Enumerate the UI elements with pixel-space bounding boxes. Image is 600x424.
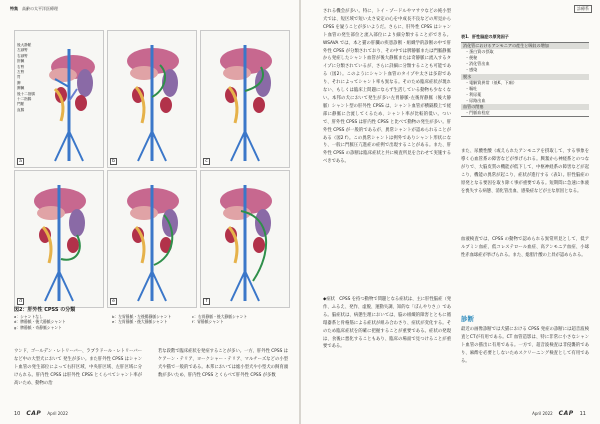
table-title: 表1．肝性脳症の原発因子 [461, 34, 509, 39]
left-page [0, 0, 299, 424]
anatomy-illustration [15, 171, 104, 308]
table-row: ・門脈血栓症 [465, 110, 490, 116]
organ-label: 左副腎 [17, 48, 28, 53]
caption-row [14, 325, 290, 330]
diagnosis-text: 最近の画像診断では犬猫における CPSS 発症の診断には超音波検査とCTが有用である。CT 血管造影は、特に非常に小さなシャント血管の描出に有用である。一方で、超音波検査は非侵襲的であり、麻酔を必要としないためスクリーニング検査として有用である。 [461, 327, 589, 364]
table-row: ・感染 [465, 67, 478, 73]
table-rule [461, 116, 589, 117]
brand-logo: CAP [26, 410, 42, 417]
table-row: ・消化管出血 [465, 61, 490, 67]
caption-item: c：右胃静脈・後大静脈シャント [192, 314, 248, 320]
page-number: 10 [14, 410, 21, 417]
organ-label: 脾 [17, 80, 21, 85]
panel-letter: a [17, 158, 24, 165]
caption-item: f：胃静脈シャント [192, 319, 224, 325]
cpss-figure [14, 30, 290, 308]
table-row: ・蛋白質の摂取 [465, 49, 494, 55]
organ-label: 後十二指腸 [17, 91, 35, 96]
table-row: ・尿路出血 [465, 97, 486, 103]
panel-letter: e [110, 298, 117, 305]
body-text-upper: される機会が多い。特に、トイ・プードルやマサウなどの純小型犬では、短区域で短い太さ安定の心を中成長不良などの所見から CPSS を疑うことが多いようだ。さらに、肝外性 CPSS はシャント血管の発生部位と流入部位により細分類することができる。WSAVA では、本と猫の肝臓の疾患診断・組織学的診断の中で肝外性 CPSS が分類されており、その中では脾静脈または門脈静脈から発症したシャント血管が後大静脈または奇静脈に流入するタイプに分類されているが、さらに詳細に分類することも可能である（図2）。このようにシャント血管のタイプや太さは多彩であり、それによってシャント率も異なる。そのため臨床症状が現れない、もしくは臨床上問題にならず生活している動物も少なくない。本邦の犬において発生が多い左胃静脈-左後胃静脈（後大静脈）シャント型の肝外性 CPSS は、シャント血管が横隔膜上で経部に静脈に合流してくるため、シャント率が比較的低い。ついで、肝外性 CPSS は肝内性 CPSS と比べて動物の発生が多い。肝外性 CPSS が一般的であるが、異常シャントが認められることがある（図2 f）。この異常シャントは例外でありシャント形状になり、一般に門脈圧亢進症の症例で出現することがある。また、肝外性 CPSS の診断は臨床症状と共に検査所見を合わせて実施するべきである。 [323, 9, 451, 165]
caption-item: a：シャントなし [14, 314, 43, 320]
page-number: 11 [579, 410, 586, 417]
table-row: ・電解質異常（低K、下痢） [465, 79, 517, 85]
right-page [301, 0, 600, 424]
table-row: ・嘔吐 [465, 85, 478, 91]
organ-label: 門脈 [17, 102, 25, 107]
organ-label: 胃 [17, 75, 21, 80]
panel-letter: f [203, 298, 210, 305]
body-text-col2: 若な段階で臨床症状を発症することが多い。一方、肝外性 CPSS はケアーン・テリア、ヨークシャー・テリア、マルチーズなどの小型犬や猫で一般的である。本邦においては総小型犬や小型犬の飼育頭数が多いため、肝内性 CPSS とくらべて肝外性 CPSS が多数 [158, 349, 288, 378]
panel-letter: c [203, 158, 210, 165]
figure-panel-a [14, 30, 104, 168]
figure-caption [14, 308, 290, 330]
running-head-title: 高齢の太平洋医療理 [22, 6, 58, 11]
figure-panel-d [14, 170, 104, 308]
folio [532, 410, 586, 417]
running-head [10, 6, 58, 12]
organ-label: 右腎 [17, 64, 25, 69]
corner-tag: 診療系 [574, 5, 592, 13]
issue-date: April 2022 [532, 411, 553, 416]
panel-letter: d [17, 298, 24, 305]
table-header: 脱水 [461, 74, 589, 80]
organ-label: 左腎 [17, 70, 25, 75]
body-text-col1: ウンド、ゴールデン・レトリーバー、ラブラドール・レトリーバー など中の大型犬において 発生が多い。また肝外性 CPSS はシャント血管の発生部位によって右肝区域、中央肝区域、左肝区域に分けられる。肝内性 CPSS は肝外性 CPSS とくらべてシャント率が高いため、動物の治 [14, 349, 142, 386]
brand-logo: CAP [558, 410, 574, 417]
caption-item: e：左胃静脈・後大静脈シャント [112, 319, 168, 325]
diagnosis-heading: 診断 [461, 315, 474, 323]
anatomy-illustration [201, 31, 290, 168]
figure-panel-e [107, 170, 197, 308]
caption-item: d：脾静脈・後大静脈シャント [14, 319, 66, 325]
table-1 [461, 34, 589, 117]
caption-title: 図2：肝外性 CPSS の分類 [14, 307, 76, 313]
organ-label: 後大静脈 [17, 43, 32, 47]
body-text-symptoms: ◆症状 CPSS を持つ動物で問題となる症状は、主に肝性脳症（発作、ふるえ、発作、虚脱、運動失調、知的な「ぼんやりさ」）である。脳症状は、病態生理においては、脳の組織的障害とともに循環器系と骨格筋による症状が組み合わさり、症状が変化する。そのため臨床症状を的確に把握することが重要である。症状の発現は、食後に悪化することもあり、臨床の場面で見つけることが重要である。 [323, 297, 451, 350]
issue-date: April 2022 [47, 411, 68, 416]
organ-label-list [17, 43, 35, 113]
organ-label: 十二指腸 [17, 97, 32, 102]
organ-label: 直腸 [17, 107, 25, 112]
running-head-section: 特集 [10, 6, 18, 11]
table-row: ・便秘 [465, 55, 478, 61]
anatomy-illustration [108, 31, 197, 168]
anatomy-illustration [108, 171, 197, 308]
figure-panel-f [200, 170, 290, 308]
panel-letter: b [110, 158, 117, 165]
table-header: 消化管におけるアンモニアの産生と吸収の増加 [461, 43, 589, 49]
figure-panel-c [200, 30, 290, 168]
caption-item: b：左胃静脈・左後腸静脈シャント [112, 314, 172, 320]
folio [14, 410, 68, 417]
body-text-right-col: また、尿酸性酸（或えられたアンモニアを摂取して、する事象を導く心血管系の障害などが挙げられる。興奮から神経系とのつながりで、大脳皮質の機能が低下して、中枢神経系の障害などが起こり、機能の異常が起こり、症状が進行する（表1）。肝性脳症の原発となる要因を取り除く事が重要である。短期間に急速に体液を喪失する病態、消化管出血、感染症などが主な原因となる。 [461, 149, 589, 194]
body-text-right-col-2: 血液検査では、CPSS の動物で認められる異常所見として、低アルブミン血症、低コレステロール血症、高アンモニア血症、小球性赤血球症が挙げられる。また、総胆汁酸の上昇が認められる。 [461, 237, 589, 258]
anatomy-illustration [201, 171, 290, 308]
caption-item: g：脾静脈・奇静脈シャント [14, 324, 62, 330]
table-header: 血管の閉塞 [461, 104, 589, 110]
organ-label: 右副腎 [17, 53, 28, 58]
figure-panel-b [107, 30, 197, 168]
table-row: ・利尿薬 [465, 91, 482, 97]
organ-label: 脾臓 [17, 86, 25, 91]
organ-label: 肝臓 [17, 59, 25, 64]
